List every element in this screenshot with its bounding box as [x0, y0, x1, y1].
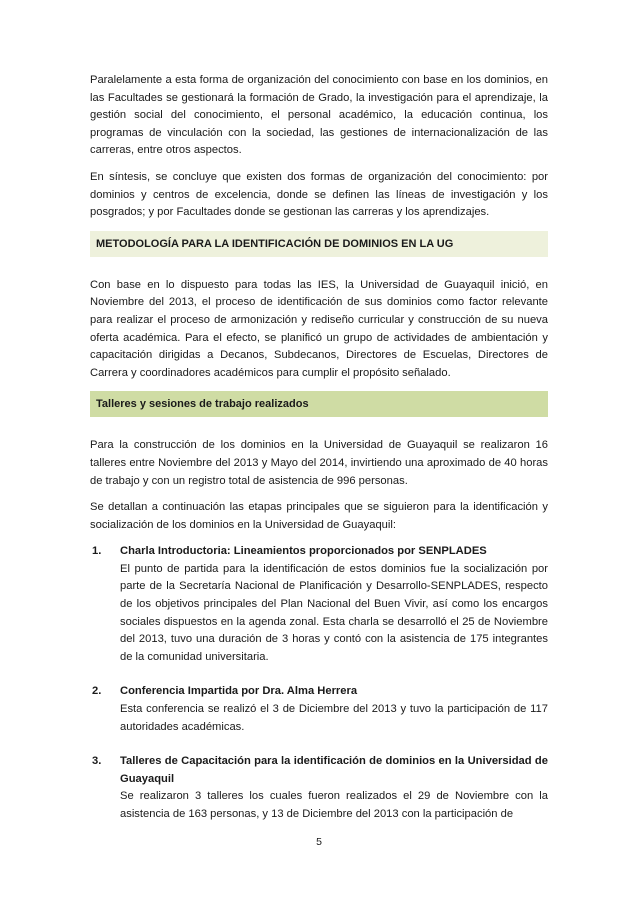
paragraph-process: Con base en lo dispuesto para todas las IES, la Universidad de Guayaquil inició, en Noviembre del 2013, el proceso de identificación de sus dominios como factor relevante para realizar el proceso de armonización y rediseño curricular y construcción de su nueva oferta académica. Para el efecto, se planificó un grupo de actividades de ambientación y capacitación dirigidas a Decanos, Subdecanos, Directores de Escuelas, Directores de Carrera y coordinadores académicos para cumplir el propósito señalado.: [90, 278, 548, 379]
paragraph-organization: Paralelamente a esta forma de organización del conocimiento con base en los dominios, en las Facultades se gestionará la formación de Grado, la investigación para el aprendizaje, la gestión social del conocimiento, el personal académico, la educación continua, los programas de vinculación con la sociedad, las gestiones de internacionalización de las carreras, entre otros aspectos.: [90, 74, 548, 157]
list-item-text: El punto de partida para la identificación de estos dominios fue la socialización por parte de la Secretaría Nacional de Planificación y Desarrollo-SENPLADES, respecto de los objetivos principales del Plan Nacional del Buen Vivir, así como los encargos sociales dispuestos en la agenda zonal. Esta charla se desarrolló el 25 de Noviembre del 2013, tuvo una duración de 3 horas y contó con la asistencia de 175 integrantes de la comunidad universitaria.: [120, 562, 548, 663]
list-item: [90, 543, 548, 666]
list-item-text: Se realizaron 3 talleres los cuales fueron realizados el 29 de Noviembre con la asistencia de 163 personas, y 13 de Diciembre del 2013 con la participación de: [120, 790, 548, 820]
list-item: [90, 753, 548, 823]
paragraph-stages-intro: Se detallan a continuación las etapas principales que se siguieron para la identificación y socialización de los dominios en la Universidad de Guayaquil:: [90, 501, 548, 531]
section-heading-workshops: Talleres y sesiones de trabajo realizados: [90, 391, 548, 417]
list-item-title: Talleres de Capacitación para la identificación de dominios en la Universidad de Guayaquil: [120, 755, 548, 785]
list-item-number: 2.: [92, 685, 102, 698]
list-item-number: 1.: [92, 545, 102, 558]
page-number: 5: [316, 836, 322, 848]
list-item-number: 3.: [92, 755, 102, 768]
paragraph-synthesis: En síntesis, se concluye que existen dos formas de organización del conocimiento: por dominios y centros de excelencia, donde se definen las líneas de investigación y los posgrados; y por Facultades donde se gestionan las carreras y los aprendizajes.: [90, 170, 548, 219]
list-item: [90, 683, 548, 736]
list-item-title: Charla Introductoria: Lineamientos proporcionados por SENPLADES: [120, 545, 487, 558]
section-heading-methodology: METODOLOGÍA PARA LA IDENTIFICACIÓN DE DOMINIOS EN LA UG: [90, 231, 548, 257]
stages-list: [90, 543, 548, 823]
paragraph-workshops: Para la construcción de los dominios en la Universidad de Guayaquil se realizaron 16 talleres entre Noviembre del 2013 y Mayo del 2014, invirtiendo una aproximado de 40 horas de trabajo y con un registro total de asistencia de 996 personas.: [90, 439, 548, 487]
list-item-text: Esta conferencia se realizó el 3 de Diciembre del 2013 y tuvo la participación de 117 autoridades académicas.: [120, 703, 548, 733]
page-content: [90, 72, 548, 841]
list-item-title: Conferencia Impartida por Dra. Alma Herrera: [120, 685, 358, 698]
